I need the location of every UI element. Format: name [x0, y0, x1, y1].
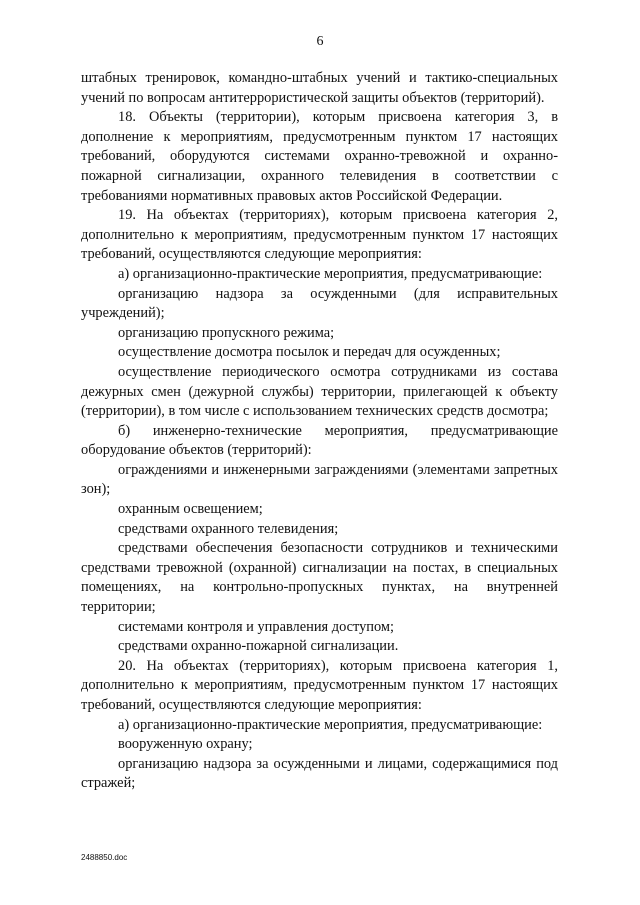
paragraph: 18. Объекты (территории), которым присвоена категория 3, в дополнение к мероприятиям, предусмотренным пунктом 17 настоящих требований, оборудуются системами охранно-тревожной и охранно-пожарной сигнализации, охранного телевидения в соответствии с требованиями нормативных правовых актов Российской Федерации.: [81, 109, 558, 204]
paragraph: а) организационно-практические мероприятия, предусматривающие:: [118, 265, 543, 282]
paragraph: вооруженную охрану;: [118, 736, 253, 753]
paragraph: б) инженерно-технические мероприятия, предусматривающие оборудование объектов (территорий):: [81, 422, 558, 459]
paragraph: организацию надзора за осужденными и лицами, содержащимися под стражей;: [81, 755, 558, 792]
paragraph: 19. На объектах (территориях), которым присвоена категория 2, дополнительно к мероприятиям, предусмотренным пунктом 17 настоящих требований, осуществляются следующие мероприятия:: [81, 207, 558, 263]
document-footer-id: 2488850.doc: [81, 853, 128, 862]
paragraph: системами контроля и управления доступом;: [118, 618, 395, 635]
paragraph: 20. На объектах (территориях), которым присвоена категория 1, дополнительно к мероприятиям, предусмотренным пунктом 17 настоящих требований, осуществляются следующие мероприятия:: [81, 657, 558, 713]
paragraph: осуществление досмотра посылок и передач для осужденных;: [118, 344, 501, 361]
document-body: [81, 69, 558, 794]
paragraph: а) организационно-практические мероприятия, предусматривающие:: [118, 716, 543, 733]
paragraph: штабных тренировок, командно-штабных учений и тактико-специальных учений по вопросам антитеррористической защиты объектов (территорий).: [81, 70, 558, 106]
paragraph: охранным освещением;: [118, 501, 263, 518]
paragraph: осуществление периодического осмотра сотрудниками из состава дежурных смен (дежурной службы) территории, прилегающей к объекту (территории), в том числе с использованием технических средств досмотра;: [81, 363, 558, 420]
page-number: 6: [316, 34, 324, 49]
paragraph: средствами охранно-пожарной сигнализации.: [118, 638, 399, 655]
paragraph: средствами обеспечения безопасности сотрудников и техническими средствами тревожной (охранной) сигнализации на постах, в специальных помещениях, на контрольно-пропускных пунктах, на внутренней территории;: [81, 540, 558, 616]
paragraph: ограждениями и инженерными заграждениями (элементами запретных зон);: [81, 461, 558, 498]
paragraph: организацию пропускного режима;: [118, 324, 335, 341]
paragraph: средствами охранного телевидения;: [118, 520, 339, 537]
paragraph: организацию надзора за осужденными (для исправительных учреждений);: [81, 285, 558, 322]
